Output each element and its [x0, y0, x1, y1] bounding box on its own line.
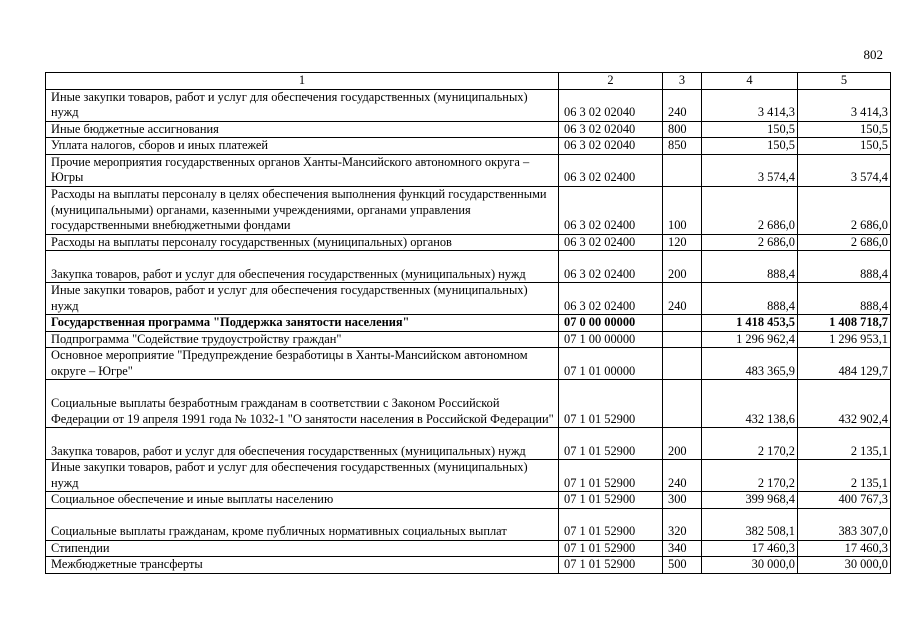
- row-code: 06 3 02 02400: [559, 154, 663, 186]
- row-code: 06 3 02 02400: [559, 186, 663, 234]
- row-code: 07 1 00 00000: [559, 331, 663, 348]
- table-row: [46, 89, 891, 121]
- row-amount-1: 1 296 962,4: [702, 331, 798, 348]
- row-name: Уплата налогов, сборов и иных платежей: [46, 138, 559, 155]
- header-col-code: 2: [559, 73, 663, 90]
- row-code: 07 1 01 52900: [559, 460, 663, 492]
- row-name: Иные закупки товаров, работ и услуг для обеспечения государственных (муниципальных) нужд: [46, 460, 559, 492]
- row-amount-2: 2 686,0: [798, 234, 891, 251]
- table-header-row: [46, 73, 891, 90]
- row-amount-2: 30 000,0: [798, 557, 891, 574]
- row-amount-1: 888,4: [702, 283, 798, 315]
- row-name: Иные закупки товаров, работ и услуг для обеспечения государственных (муниципальных) нужд: [46, 283, 559, 315]
- row-amount-2: 1 408 718,7: [798, 315, 891, 332]
- table-row: [46, 234, 891, 251]
- table-row: [46, 557, 891, 574]
- header-col-amount-2: 5: [798, 73, 891, 90]
- row-amount-1: 2 170,2: [702, 460, 798, 492]
- row-amount-2: 2 135,1: [798, 460, 891, 492]
- row-name: Социальные выплаты гражданам, кроме публичных нормативных социальных выплат: [46, 508, 559, 540]
- row-amount-1: 30 000,0: [702, 557, 798, 574]
- row-amount-1: 2 686,0: [702, 234, 798, 251]
- row-amount-1: 399 968,4: [702, 492, 798, 509]
- row-amount-2: 400 767,3: [798, 492, 891, 509]
- row-amount-1: 382 508,1: [702, 508, 798, 540]
- row-type: 120: [663, 234, 702, 251]
- row-type: 240: [663, 283, 702, 315]
- table-row: [46, 121, 891, 138]
- table-row: [46, 154, 891, 186]
- row-type: 800: [663, 121, 702, 138]
- row-amount-1: 17 460,3: [702, 540, 798, 557]
- row-name: Закупка товаров, работ и услуг для обеспечения государственных (муниципальных) нужд: [46, 428, 559, 460]
- row-code: 06 3 02 02400: [559, 283, 663, 315]
- row-amount-1: 3 574,4: [702, 154, 798, 186]
- row-name: Иные закупки товаров, работ и услуг для обеспечения государственных (муниципальных) нужд: [46, 89, 559, 121]
- row-amount-2: 383 307,0: [798, 508, 891, 540]
- row-name: Основное мероприятие "Предупреждение безработицы в Ханты-Мансийском автономном округе – Югре": [46, 348, 559, 380]
- row-amount-1: 483 365,9: [702, 348, 798, 380]
- table-row-program: [46, 315, 891, 332]
- row-amount-2: 1 296 953,1: [798, 331, 891, 348]
- row-code: 07 1 01 00000: [559, 348, 663, 380]
- row-name: Социальное обеспечение и иные выплаты населению: [46, 492, 559, 509]
- row-name: Государственная программа "Поддержка занятости населения": [46, 315, 559, 332]
- row-type: 300: [663, 492, 702, 509]
- row-amount-1: 2 686,0: [702, 186, 798, 234]
- row-type: 100: [663, 186, 702, 234]
- row-code: 07 1 01 52900: [559, 380, 663, 428]
- table-row: [46, 492, 891, 509]
- row-type: 320: [663, 508, 702, 540]
- row-amount-2: 888,4: [798, 283, 891, 315]
- row-amount-2: 2 135,1: [798, 428, 891, 460]
- row-type: 850: [663, 138, 702, 155]
- row-name: Подпрограмма "Содействие трудоустройству граждан": [46, 331, 559, 348]
- row-name: Социальные выплаты безработным гражданам в соответствии с Законом Российской Федерации от 19 апреля 1991 года № 1032-1 "О занятости населения в Российской Федерации": [46, 380, 559, 428]
- row-type: [663, 348, 702, 380]
- row-type: 240: [663, 460, 702, 492]
- row-name: Расходы на выплаты персоналу государственных (муниципальных) органов: [46, 234, 559, 251]
- row-type: [663, 380, 702, 428]
- row-code: 06 3 02 02400: [559, 234, 663, 251]
- row-type: 240: [663, 89, 702, 121]
- table-row: [46, 428, 891, 460]
- table-row: [46, 508, 891, 540]
- table-row: [46, 186, 891, 234]
- page-number: 802: [863, 47, 883, 62]
- row-name: Расходы на выплаты персоналу в целях обеспечения выполнения функций государственными (муниципальными) органами, казенными учреждениями, органами управления государственными внебюджетными фондами: [46, 186, 559, 234]
- row-code: 07 1 01 52900: [559, 492, 663, 509]
- row-amount-2: 150,5: [798, 121, 891, 138]
- row-amount-1: 1 418 453,5: [702, 315, 798, 332]
- row-amount-2: 3 574,4: [798, 154, 891, 186]
- row-amount-2: 484 129,7: [798, 348, 891, 380]
- row-type: [663, 331, 702, 348]
- table-row: [46, 331, 891, 348]
- row-name: Стипендии: [46, 540, 559, 557]
- header-col-name: 1: [46, 73, 559, 90]
- table-row: [46, 348, 891, 380]
- table-row: [46, 380, 891, 428]
- row-amount-2: 150,5: [798, 138, 891, 155]
- table-row: [46, 138, 891, 155]
- row-type: 500: [663, 557, 702, 574]
- row-type: 200: [663, 251, 702, 283]
- row-code: 07 0 00 00000: [559, 315, 663, 332]
- budget-table: [45, 72, 891, 574]
- row-code: 07 1 01 52900: [559, 428, 663, 460]
- header-col-amount-1: 4: [702, 73, 798, 90]
- row-amount-2: 3 414,3: [798, 89, 891, 121]
- row-name: Закупка товаров, работ и услуг для обеспечения государственных (муниципальных) нужд: [46, 251, 559, 283]
- row-code: 06 3 02 02040: [559, 89, 663, 121]
- row-code: 06 3 02 02040: [559, 138, 663, 155]
- row-name: Межбюджетные трансферты: [46, 557, 559, 574]
- table-row: [46, 540, 891, 557]
- row-code: 06 3 02 02040: [559, 121, 663, 138]
- table-row: [46, 251, 891, 283]
- row-amount-2: 432 902,4: [798, 380, 891, 428]
- row-code: 06 3 02 02400: [559, 251, 663, 283]
- row-amount-1: 432 138,6: [702, 380, 798, 428]
- row-code: 07 1 01 52900: [559, 540, 663, 557]
- row-name: Иные бюджетные ассигнования: [46, 121, 559, 138]
- row-type: 340: [663, 540, 702, 557]
- row-amount-1: 150,5: [702, 138, 798, 155]
- row-amount-2: 17 460,3: [798, 540, 891, 557]
- row-amount-1: 2 170,2: [702, 428, 798, 460]
- row-amount-1: 150,5: [702, 121, 798, 138]
- table-row: [46, 460, 891, 492]
- row-type: [663, 315, 702, 332]
- row-type: [663, 154, 702, 186]
- header-col-type: 3: [663, 73, 702, 90]
- row-amount-1: 3 414,3: [702, 89, 798, 121]
- row-amount-1: 888,4: [702, 251, 798, 283]
- row-type: 200: [663, 428, 702, 460]
- row-amount-2: 888,4: [798, 251, 891, 283]
- row-code: 07 1 01 52900: [559, 508, 663, 540]
- row-amount-2: 2 686,0: [798, 186, 891, 234]
- table-row: [46, 283, 891, 315]
- row-code: 07 1 01 52900: [559, 557, 663, 574]
- row-name: Прочие мероприятия государственных органов Ханты-Мансийского автономного округа – Югры: [46, 154, 559, 186]
